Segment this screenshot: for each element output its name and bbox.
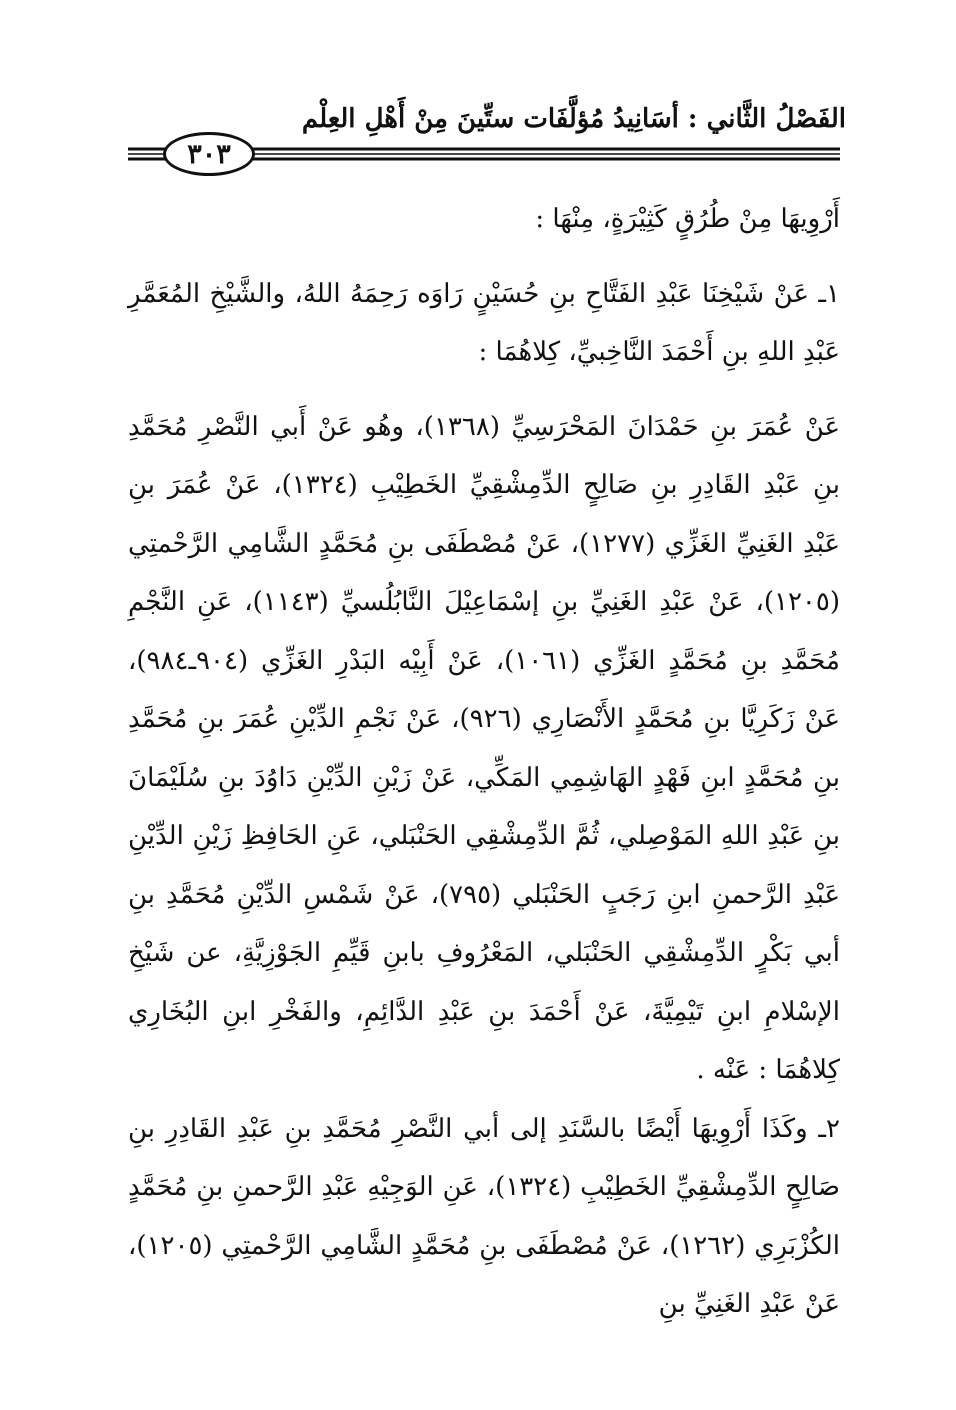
paragraph-2: ٢ـ وكَذَا أَرْوِيهَا أَيْضًا بالسَّنَدِ إلى أبي النَّصْرِ مُحَمَّدِ بنِ عَبْدِ القَادِرِ بنِ صَالِحٍ الدِّمِشْقِيِّ الخَطِيْبِ (١٣٢٤)، عَنِ الوَجِيْهِ عَبْدِ الرَّحمنِ بنِ مُحَمَّدٍ الكُزْبَرِي (١٢٦٢)، عَنْ مُصْطَفَى بنِ مُحَمَّدٍ الشَّامِي الرَّحْمتِي (١٢٠٥)، عَنْ عَبْدِ الغَنِيِّ بنِ [128,1113,840,1319]
isnad-chain-paragraph: عَنْ عُمَرَ بنِ حَمْدَانَ المَحْرَسِيِّ (١٣٦٨)، وهُو عَنْ أَبي النَّصْرِ مُحَمَّدِ بنِ عَبْدِ القَادِرِ بنِ صَالِحٍ الدِّمِشْقِيِّ الخَطِيْبِ (١٣٢٤)، عَنْ عُمَرَ بنِ عَبْدِ الغَنِيِّ الغَزِّي (١٢٧٧)، عَنْ مُصْطَفَى بنِ مُحَمَّدٍ الشَّامِي الرَّحْمتِي (١٢٠٥)، عَنْ عَبْدِ الغَنِيِّ بنِ إسْمَاعِيْلَ النَّابُلُسيِّ (١١٤٣)، عَنِ النَّجْمِ مُحَمَّدِ بنِ مُحَمَّدٍ الغَزِّي (١٠٦١)، عَنْ أَبِيْه البَدْرِ الغَزِّي (٩٠٤ـ٩٨٤)، عَنْ زَكَرِيَّا بنِ مُحَمَّدٍ الأَنْصَارِي (٩٢٦)، عَنْ نَجْمِ الدِّيْنِ عُمَرَ بنِ مُحَمَّدِ بنِ مُحَمَّدٍ ابنِ فَهْدٍ الهَاشِمِي المَكِّي، عَنْ زَيْنِ الدِّيْنِ دَاوُدَ بنِ سُلَيْمَانَ بنِ عَبْدِ اللهِ المَوْصِلي، ثُمَّ الدِّمِشْقِي الحَنْبَلي، عَنِ الحَافِظِ زَيْنِ الدِّيْنِ عَبْدِ الرَّحمنِ ابنِ رَجَبٍ الحَنْبَلي (٧٩٥)، عَنْ شَمْسِ الدِّيْنِ مُحَمَّدِ بنِ أبي بَكْرٍ الدِّمِشْقِي الحَنْبَلي، المَعْرُوفِ بابنِ قَيِّمِ الجَوْزِيَّةِ، عن شَيْخِ الإسْلامِ ابنِ تَيْمِيَّةَ، عَنْ أَحْمَدَ بنِ عَبْدِ الدَّائِمِ، والفَخْرِ ابنِ البُخَارِي كِلاهُمَا : عَنْه . [128,411,841,1085]
page-number: ٣٠٣ [163,132,255,176]
running-header-title: الفَصْلُ الثَّاني : أسَانِيدُ مُؤلَّفَات ستِّينَ مِنْ أَهْلِ العِلْم [301,104,846,134]
paragraph-1: ١ـ عَنْ شَيْخِنَا عَبْدِ الفَتَّاحِ بنِ حُسَيْنٍ رَاوَه رَحِمَهُ اللهُ، والشَّيْخِ المُعَمَّرِ عَبْدِ اللهِ بنِ أَحْمَدَ النَّاخِبيِّ، كِلاهُمَا : [128,278,840,367]
intro-line: أَرْوِيهَا مِنْ طُرُقٍ كَثِيْرَةٍ، مِنْهَا : [535,204,840,234]
page-body [128,190,840,1334]
